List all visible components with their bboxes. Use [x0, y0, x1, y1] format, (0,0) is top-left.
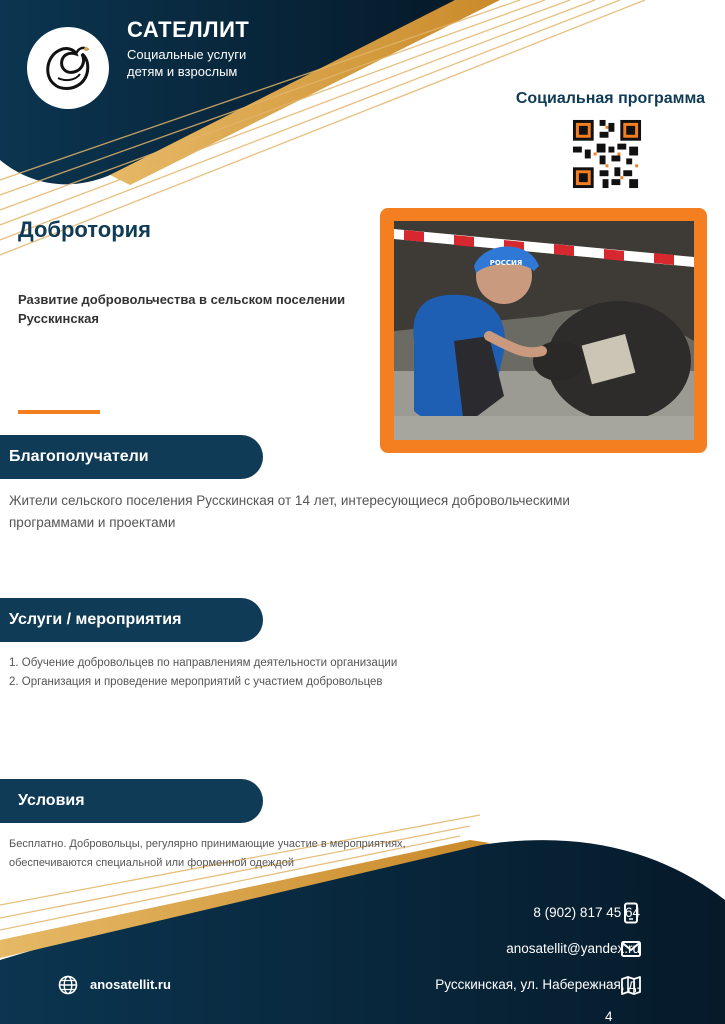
org-name: САТЕЛЛИТ — [127, 17, 250, 42]
program-title: Добротория — [18, 217, 152, 242]
conditions-text: Бесплатно. Добровольцы, регулярно принимающие участие в мероприятиях, обеспечиваются специальной или форменной одеждой — [9, 838, 406, 869]
website-link[interactable]: anosatellit.ru — [90, 977, 171, 992]
logo — [27, 27, 109, 109]
address — [435, 977, 640, 992]
list-item: 1. Обучение добровольцев по направлениям деятельности организации — [9, 657, 398, 669]
bandana-text: РОССИЯ — [489, 259, 523, 267]
org-tagline — [127, 46, 246, 80]
phone-icon — [620, 902, 642, 924]
org-tagline-line2: детям и взрослым — [127, 64, 238, 79]
email-link[interactable]: anosatellit@yandex.ru — [506, 941, 640, 956]
divider — [18, 410, 100, 414]
beneficiaries-text: Жители сельского поселения Русскинская от 14 лет, интересующиеся добровольческими программами и проектами — [9, 493, 570, 530]
address-line1: Русскинская, ул. Набережная, д. — [435, 977, 640, 992]
services-list — [9, 654, 397, 692]
section-beneficiaries-heading: Благополучатели — [0, 435, 263, 479]
volunteer-photo — [394, 221, 694, 440]
photo-frame — [380, 208, 707, 453]
mail-icon — [620, 938, 642, 960]
address-line2: 4 — [605, 1009, 613, 1024]
section-conditions-heading: Условия — [0, 779, 263, 823]
section-services-heading: Услуги / мероприятия — [0, 598, 263, 642]
phone-number[interactable]: 8 (902) 817 45 64 — [533, 905, 640, 920]
logo-swan-icon — [36, 36, 100, 100]
qr-code-icon[interactable] — [570, 117, 644, 191]
program-subtitle: Развитие добровольчества в сельском поселении Русскинская — [18, 292, 346, 326]
org-tagline-line1: Социальные услуги — [127, 47, 247, 62]
globe-icon — [58, 975, 78, 995]
list-item: 2. Организация и проведение мероприятий с участием добровольцев — [9, 676, 383, 688]
program-label: Социальная программа — [515, 90, 705, 107]
map-icon — [620, 974, 642, 996]
